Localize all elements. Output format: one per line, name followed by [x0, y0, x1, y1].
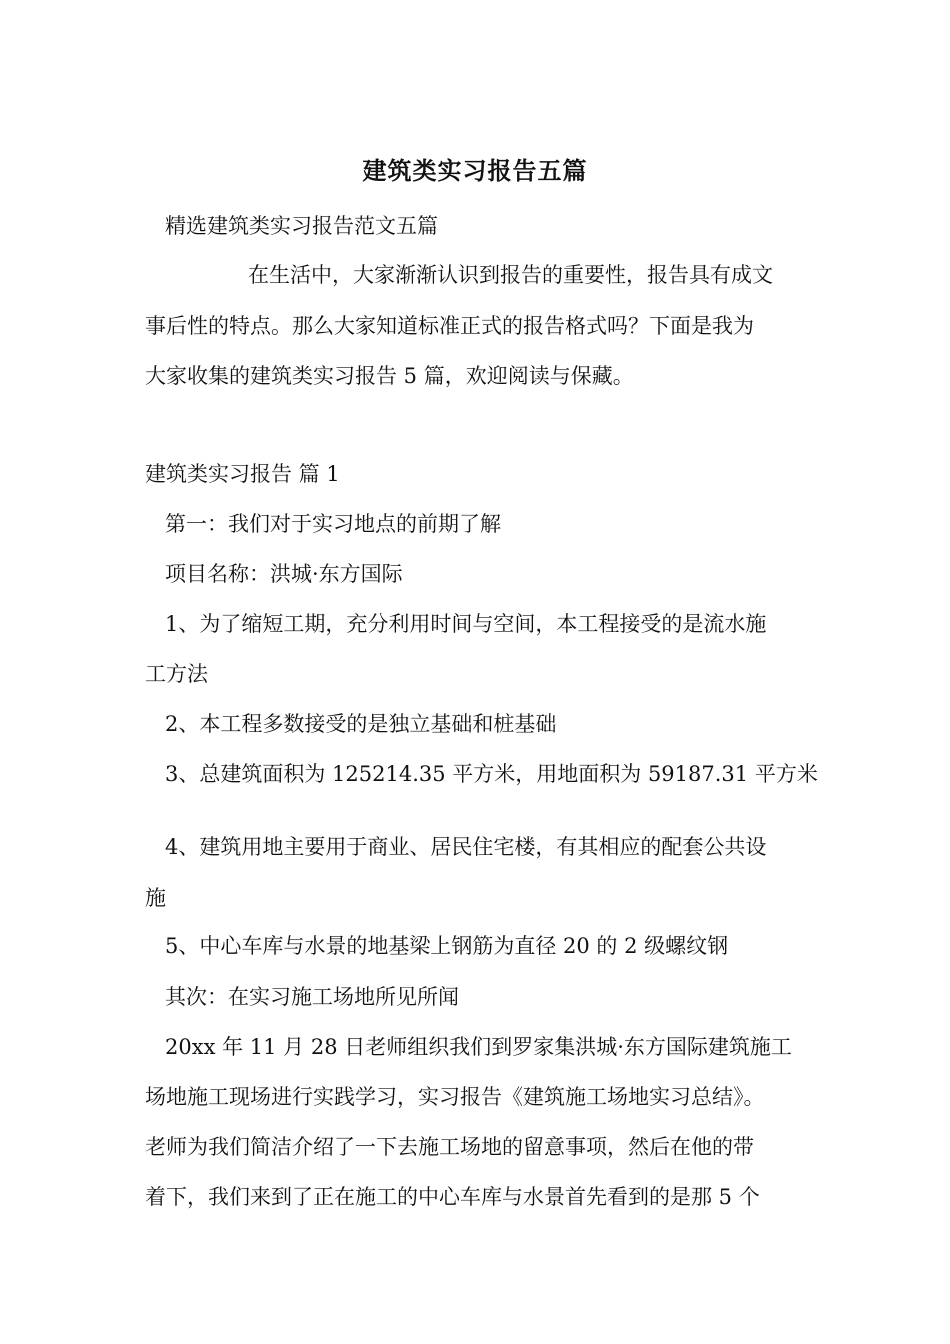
- paragraph-line: 大家收集的建筑类实习报告 5 篇，欢迎阅读与保藏。: [145, 364, 634, 388]
- paragraph-line: 项目名称：洪城·东方国际: [165, 562, 403, 586]
- paragraph-line: 20xx 年 11 月 28 日老师组织我们到罗家集洪城·东方国际建筑施工: [165, 1035, 792, 1059]
- paragraph-line: 在生活中，大家渐渐认识到报告的重要性，报告具有成文: [248, 263, 773, 287]
- list-item-line: 1、为了缩短工期，充分利用时间与空间，本工程接受的是流水施: [165, 612, 767, 636]
- paragraph-line: 场地施工现场进行实践学习，实习报告《建筑施工场地实习总结》。: [145, 1085, 765, 1109]
- subtitle-line: 精选建筑类实习报告范文五篇: [165, 214, 438, 238]
- paragraph-line: 老师为我们简洁介绍了一下去施工场地的留意事项，然后在他的带: [145, 1135, 754, 1159]
- list-item-line: 3、总建筑面积为 125214.35 平方米，用地面积为 59187.31 平方米: [165, 762, 818, 786]
- list-item-line: 工方法: [145, 662, 208, 686]
- list-item-line: 2、本工程多数接受的是独立基础和桩基础: [165, 712, 557, 736]
- paragraph-line: 着下，我们来到了正在施工的中心车库与水景首先看到的是那 5 个: [145, 1185, 760, 1209]
- paragraph-line: 其次：在实习施工场地所见所闻: [165, 985, 459, 1009]
- section-heading: 建筑类实习报告 篇 1: [145, 462, 340, 486]
- list-item-line: 施: [145, 886, 166, 910]
- list-item-line: 5、中心车库与水景的地基梁上钢筋为直径 20 的 2 级螺纹钢: [165, 934, 729, 958]
- document-title: 建筑类实习报告五篇: [362, 157, 588, 185]
- paragraph-line: 事后性的特点。那么大家知道标准正式的报告格式吗？下面是我为: [145, 314, 754, 338]
- list-item-line: 4、建筑用地主要用于商业、居民住宅楼，有其相应的配套公共设: [165, 835, 767, 859]
- paragraph-line: 第一：我们对于实习地点的前期了解: [165, 512, 501, 536]
